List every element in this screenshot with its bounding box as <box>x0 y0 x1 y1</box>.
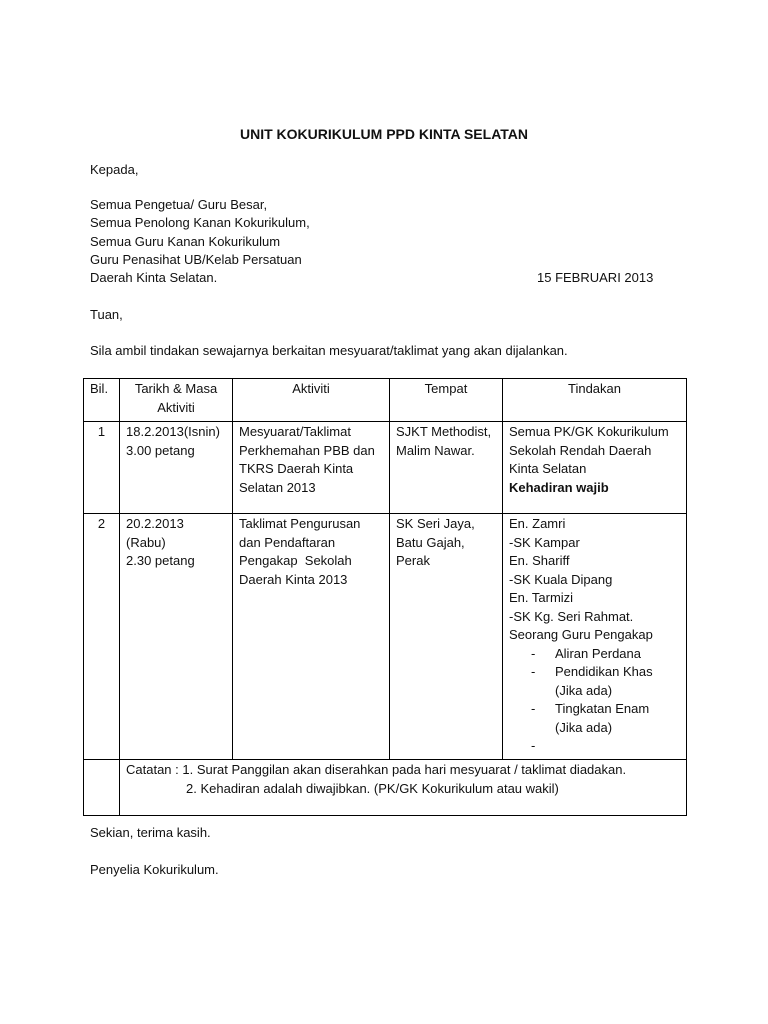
cell-line: Seorang Guru Pengakap <box>509 627 653 642</box>
note-line: Catatan : 1. Surat Panggilan akan diserahkan pada hari mesyuarat / taklimat diadakan. <box>126 762 627 777</box>
cell-line: SK Seri Jaya, <box>396 516 475 531</box>
header-bil: Bil. <box>84 379 120 422</box>
cell-line: Selatan 2013 <box>239 479 316 495</box>
header-aktiviti: Aktiviti <box>233 379 390 422</box>
recipient-line: Daerah Kinta Selatan. <box>90 270 218 285</box>
cell-empty <box>84 760 120 816</box>
list-item: - Aliran Perdana <box>509 645 680 664</box>
cell-line: En. Zamri <box>509 516 566 531</box>
recipient-line: Semua Penolong Kanan Kokurikulum, <box>90 215 310 230</box>
attendance-required: Kehadiran wajib <box>509 479 609 495</box>
signature: Penyelia Kokurikulum. <box>90 862 219 877</box>
header-tarikh <box>120 379 233 422</box>
dash-list <box>509 645 680 682</box>
greeting: Tuan, <box>90 307 123 322</box>
cell-line: 20.2.2013 <box>126 516 184 531</box>
recipient-line: Semua Guru Kanan Kokurikulum <box>90 234 281 249</box>
cell-line: 2.30 petang <box>126 553 195 568</box>
letter-date: 15 FEBRUARI 2013 <box>537 270 654 285</box>
header-tarikh-line2: Aktiviti <box>157 399 195 415</box>
note-line: 2. Kehadiran adalah diwajibkan. (PK/GK Kokurikulum atau wakil) <box>186 780 559 796</box>
page-title: UNIT KOKURIKULUM PPD KINTA SELATAN <box>239 126 529 142</box>
cell-line: 18.2.2013(Isnin) <box>126 424 220 439</box>
cell-line: -SK Kg. Seri Rahmat. <box>509 608 634 624</box>
dash-list <box>509 700 680 719</box>
cell-line: (Rabu) <box>126 534 166 550</box>
header-tindakan: Tindakan <box>503 379 687 422</box>
cell-line: dan Pendaftaran <box>239 534 336 550</box>
notes-row <box>84 760 687 816</box>
cell-tindakan <box>503 422 687 514</box>
header-tarikh-line1: Tarikh & Masa <box>134 381 218 396</box>
cell-aktiviti <box>233 514 390 760</box>
cell-line: 3.00 petang <box>126 442 195 458</box>
cell-line: Sekolah Rendah Daerah <box>509 442 652 458</box>
list-item: - Pendidikan Khas <box>509 663 680 682</box>
cell-line: TKRS Daerah Kinta <box>239 461 354 476</box>
cell-line: SJKT Methodist, <box>396 424 492 439</box>
closing: Sekian, terima kasih. <box>90 825 211 840</box>
cell-line: Batu Gajah, <box>396 534 465 550</box>
cell-line: -SK Kampar <box>509 534 580 550</box>
header-tempat: Tempat <box>390 379 503 422</box>
cell-line: En. Tarmizi <box>509 590 574 605</box>
cell-line: Pengakap Sekolah <box>239 553 352 568</box>
recipient-line: Semua Pengetua/ Guru Besar, <box>90 197 268 212</box>
cell-bil: 2 <box>84 514 120 760</box>
list-item: - Tingkatan Enam <box>509 700 680 719</box>
cell-tarikh <box>120 422 233 514</box>
cell-line: Perak <box>396 553 430 568</box>
cell-line: Daerah Kinta 2013 <box>239 571 348 587</box>
table-header-row <box>84 379 687 422</box>
table-row <box>84 422 687 514</box>
cell-bil: 1 <box>84 422 120 514</box>
intro-paragraph: Sila ambil tindakan sewajarnya berkaitan mesyuarat/taklimat yang akan dijalankan. <box>90 343 568 358</box>
cell-line: Mesyuarat/Taklimat <box>239 424 351 439</box>
schedule-table <box>83 378 687 816</box>
list-item-continuation: (Jika ada) <box>555 719 613 735</box>
cell-line: Perkhemahan PBB dan <box>239 442 375 458</box>
cell-tempat <box>390 422 503 514</box>
cell-line: En. Shariff <box>509 553 570 568</box>
cell-line: -SK Kuala Dipang <box>509 571 613 587</box>
cell-line: Kinta Selatan <box>509 461 587 476</box>
salutation-to: Kepada, <box>90 162 139 177</box>
cell-tindakan <box>503 514 687 760</box>
cell-line: Malim Nawar. <box>396 442 475 458</box>
cell-tarikh <box>120 514 233 760</box>
list-item <box>509 737 680 755</box>
dash-list <box>509 737 680 755</box>
table-row <box>84 514 687 760</box>
recipient-line: Guru Penasihat UB/Kelab Persatuan <box>90 252 302 267</box>
cell-line: Taklimat Pengurusan <box>239 516 361 531</box>
cell-line: Semua PK/GK Kokurikulum <box>509 424 669 439</box>
cell-aktiviti <box>233 422 390 514</box>
cell-notes <box>120 760 687 816</box>
list-item-continuation: (Jika ada) <box>555 682 613 698</box>
cell-tempat <box>390 514 503 760</box>
